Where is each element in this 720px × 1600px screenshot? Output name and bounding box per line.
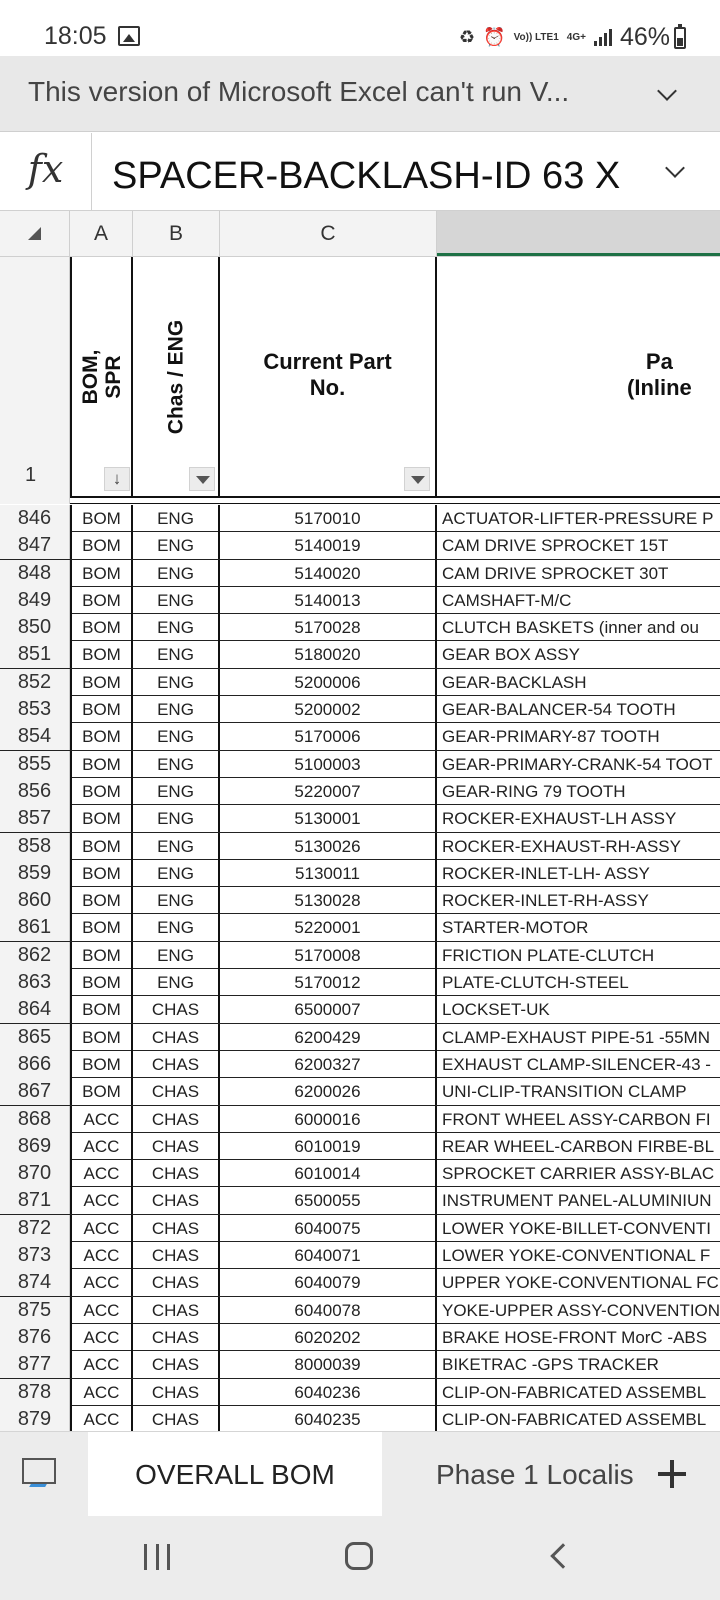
cell-a[interactable]: BOM <box>70 996 133 1023</box>
cell-b[interactable]: ENG <box>133 560 220 587</box>
sort-arrow-icon[interactable]: ↓ <box>104 467 130 491</box>
cell-a[interactable]: BOM <box>70 696 133 723</box>
cell-b[interactable]: ENG <box>133 669 220 696</box>
battery-icon <box>674 27 686 49</box>
cell-a[interactable]: BOM <box>70 1078 133 1105</box>
cell-d[interactable]: STARTER-MOTOR <box>442 918 589 938</box>
cell-b[interactable]: CHAS <box>133 996 220 1023</box>
cell-a[interactable]: BOM <box>70 887 133 914</box>
cell-a[interactable]: ACC <box>70 1351 133 1378</box>
table-row <box>0 1078 720 1105</box>
cell-a[interactable]: ACC <box>70 1406 133 1431</box>
row-header[interactable]: 862 <box>0 942 70 969</box>
table-row <box>0 1406 720 1431</box>
table-row <box>0 751 720 778</box>
cell-a[interactable]: BOM <box>70 587 133 614</box>
cell-c[interactable]: 5220007 <box>220 778 437 805</box>
header-part-name: Pa (Inline <box>627 349 692 400</box>
table-row <box>0 1269 720 1296</box>
row-header[interactable]: 868 <box>0 1106 70 1133</box>
alarm-icon: ⏰ <box>483 27 506 47</box>
row-header[interactable]: 875 <box>0 1297 70 1324</box>
cell-b[interactable]: ENG <box>133 587 220 614</box>
cell-b[interactable]: ENG <box>133 887 220 914</box>
cell-d[interactable]: YOKE-UPPER ASSY-CONVENTION <box>442 1300 720 1320</box>
cell-d[interactable]: CAM DRIVE SPROCKET 15T <box>442 536 669 556</box>
cell-c[interactable]: 6040236 <box>220 1379 437 1406</box>
table-row <box>0 1160 720 1187</box>
row-header[interactable]: 870 <box>0 1160 70 1187</box>
row-number: 1 <box>24 464 37 486</box>
cell-b[interactable]: ENG <box>133 641 220 668</box>
table-row <box>0 778 720 805</box>
column-header-c[interactable]: C <box>220 211 437 256</box>
cell-c[interactable]: 5140019 <box>220 532 437 559</box>
cell-d[interactable]: INSTRUMENT PANEL-ALUMINIUN <box>442 1191 712 1211</box>
cell-c[interactable]: 5220001 <box>220 914 437 941</box>
row-header-1[interactable] <box>0 257 70 497</box>
cell-c[interactable]: 5140013 <box>220 587 437 614</box>
status-time: 18:05 <box>44 22 107 50</box>
cell-c[interactable]: 5170010 <box>220 505 437 532</box>
cell-c[interactable]: 5130026 <box>220 833 437 860</box>
table-row <box>0 696 720 723</box>
row-header[interactable]: 878 <box>0 1379 70 1406</box>
header-cell-a[interactable] <box>70 257 133 497</box>
data-grid <box>0 505 720 1431</box>
cell-d[interactable]: CLIP-ON-FABRICATED ASSEMBL <box>442 1409 707 1429</box>
cell-c[interactable]: 5170028 <box>220 614 437 641</box>
cell-a[interactable]: BOM <box>70 833 133 860</box>
row-header[interactable]: 850 <box>0 614 70 641</box>
cell-d[interactable]: GEAR-PRIMARY-87 TOOTH <box>442 727 660 747</box>
cell-d[interactable]: GEAR-RING 79 TOOTH <box>442 781 626 801</box>
cell-d[interactable]: REAR WHEEL-CARBON FIRBE-BL <box>442 1136 715 1156</box>
row-header[interactable]: 873 <box>0 1242 70 1269</box>
cell-a[interactable]: BOM <box>70 505 133 532</box>
cell-a[interactable]: BOM <box>70 1024 133 1051</box>
cell-a[interactable]: BOM <box>70 723 133 750</box>
cell-a[interactable]: ACC <box>70 1215 133 1242</box>
cell-d[interactable]: FRONT WHEEL ASSY-CARBON FI <box>442 1109 711 1129</box>
header-row <box>0 257 720 497</box>
cell-d[interactable]: LOCKSET-UK <box>442 1000 550 1020</box>
table-row <box>0 669 720 696</box>
row-header[interactable]: 879 <box>0 1406 70 1431</box>
back-icon[interactable] <box>550 1543 575 1568</box>
home-icon[interactable] <box>345 1542 373 1570</box>
cell-c[interactable]: 6000016 <box>220 1106 437 1133</box>
battery-percent: 46% <box>619 22 670 51</box>
table-row <box>0 614 720 641</box>
table-row <box>0 560 720 587</box>
cell-a[interactable]: BOM <box>70 669 133 696</box>
cell-b[interactable]: ENG <box>133 942 220 969</box>
cell-b[interactable]: CHAS <box>133 1215 220 1242</box>
table-row <box>0 969 720 996</box>
tab-overall-bom[interactable]: OVERALL BOM <box>88 1432 382 1517</box>
formula-expand-button[interactable] <box>668 161 688 181</box>
row-header[interactable]: 855 <box>0 751 70 778</box>
notice-text: This version of Microsoft Excel can't run V... <box>28 76 570 107</box>
frozen-pane-divider-gutter <box>0 496 70 504</box>
column-header-d-selected[interactable] <box>437 211 720 256</box>
table-row <box>0 914 720 941</box>
battery-saver-icon: ♻ <box>459 27 476 47</box>
header-current-part-no: Current Part No. <box>263 349 392 400</box>
cell-d[interactable]: CAMSHAFT-M/C <box>442 590 572 610</box>
cell-d[interactable]: GEAR-BACKLASH <box>442 672 587 692</box>
row-header[interactable]: 865 <box>0 1024 70 1051</box>
cell-b[interactable]: CHAS <box>133 1133 220 1160</box>
cell-a[interactable]: BOM <box>70 914 133 941</box>
cell-d[interactable]: CAM DRIVE SPROCKET 30T <box>442 563 669 583</box>
cell-a[interactable]: ACC <box>70 1160 133 1187</box>
cell-c[interactable]: 5170008 <box>220 942 437 969</box>
cell-b[interactable]: CHAS <box>133 1078 220 1105</box>
cell-b[interactable]: CHAS <box>133 1242 220 1269</box>
cell-c[interactable]: 6200429 <box>220 1024 437 1051</box>
table-row <box>0 996 720 1023</box>
cell-d[interactable]: PLATE-CLUTCH-STEEL <box>442 973 629 993</box>
row-header[interactable]: 859 <box>0 860 70 887</box>
header-chas-eng: Chas / ENG <box>164 319 187 435</box>
chevron-down-icon <box>665 158 685 178</box>
cell-c[interactable]: 6500007 <box>220 996 437 1023</box>
cell-a[interactable]: BOM <box>70 942 133 969</box>
header-cell-b[interactable] <box>133 257 220 497</box>
row-header[interactable]: 853 <box>0 696 70 723</box>
table-row <box>0 1133 720 1160</box>
cell-c[interactable]: 5130028 <box>220 887 437 914</box>
cell-b[interactable]: CHAS <box>133 1406 220 1431</box>
column-header-b[interactable]: B <box>133 211 220 256</box>
cell-a[interactable]: ACC <box>70 1269 133 1296</box>
table-row <box>0 1297 720 1324</box>
cell-d[interactable]: LOWER YOKE-BILLET-CONVENTI <box>442 1218 711 1238</box>
table-row <box>0 1051 720 1078</box>
add-sheet-icon[interactable] <box>656 1458 688 1490</box>
chevron-down-icon <box>657 81 677 101</box>
row-header[interactable]: 857 <box>0 805 70 832</box>
cell-c[interactable]: 5200002 <box>220 696 437 723</box>
tab-phase-1-localis[interactable]: Phase 1 Localis <box>436 1459 634 1490</box>
cell-b[interactable]: CHAS <box>133 1324 220 1351</box>
column-header-a[interactable]: A <box>70 211 133 256</box>
frozen-pane-divider <box>0 496 720 504</box>
cell-a[interactable]: BOM <box>70 641 133 668</box>
cell-b[interactable]: ENG <box>133 860 220 887</box>
table-row <box>0 723 720 750</box>
notice-expand-button[interactable] <box>660 84 680 104</box>
gallery-icon <box>118 26 140 46</box>
cell-c[interactable]: 6040071 <box>220 1242 437 1269</box>
row-header[interactable]: 871 <box>0 1187 70 1214</box>
cell-d[interactable]: ROCKER-INLET-RH-ASSY <box>442 891 649 911</box>
cell-d[interactable]: ROCKER-INLET-LH- ASSY <box>442 863 650 883</box>
signal-icon <box>594 28 612 46</box>
cell-c[interactable]: 5140020 <box>220 560 437 587</box>
formula-bar <box>0 133 720 211</box>
row-header[interactable]: 872 <box>0 1215 70 1242</box>
cell-d[interactable]: SPROCKET CARRIER ASSY-BLAC <box>442 1164 715 1184</box>
row-header[interactable]: 861 <box>0 914 70 941</box>
cell-c[interactable]: 6200026 <box>220 1078 437 1105</box>
cell-c[interactable]: 6010019 <box>220 1133 437 1160</box>
table-row <box>0 1351 720 1378</box>
table-row <box>0 887 720 914</box>
cell-c[interactable]: 6040079 <box>220 1269 437 1296</box>
cell-c[interactable]: 5130001 <box>220 805 437 832</box>
navigation-bar <box>0 1516 720 1600</box>
cell-d[interactable]: ROCKER-EXHAUST-LH ASSY <box>442 809 677 829</box>
sheet-tabs <box>0 1431 720 1516</box>
row-header[interactable]: 847 <box>0 532 70 559</box>
cell-c[interactable]: 6020202 <box>220 1324 437 1351</box>
table-row <box>0 641 720 668</box>
status-icons <box>459 22 670 52</box>
row-header[interactable]: 852 <box>0 669 70 696</box>
formula-input[interactable]: SPACER-BACKLASH-ID 63 X <box>112 155 621 197</box>
cell-a[interactable]: ACC <box>70 1187 133 1214</box>
table-row <box>0 860 720 887</box>
cell-c[interactable]: 5180020 <box>220 641 437 668</box>
cell-d[interactable]: ACTUATOR-LIFTER-PRESSURE P <box>442 509 714 528</box>
4g-icon: 4G+ <box>566 31 586 43</box>
cell-b[interactable]: CHAS <box>133 1351 220 1378</box>
row-header[interactable]: 856 <box>0 778 70 805</box>
table-row <box>0 1379 720 1406</box>
fx-icon[interactable]: fx <box>0 133 92 211</box>
cell-d[interactable]: GEAR BOX ASSY <box>442 645 580 665</box>
cell-a[interactable]: BOM <box>70 614 133 641</box>
table-row <box>0 1215 720 1242</box>
table-row <box>0 1324 720 1351</box>
cell-a[interactable]: ACC <box>70 1106 133 1133</box>
cell-b[interactable]: ENG <box>133 805 220 832</box>
cell-c[interactable]: 6040078 <box>220 1297 437 1324</box>
cell-d[interactable]: GEAR-BALANCER-54 TOOTH <box>442 700 676 720</box>
cell-a[interactable]: BOM <box>70 969 133 996</box>
table-row <box>0 505 720 532</box>
cell-d[interactable]: FRICTION PLATE-CLUTCH <box>442 945 655 965</box>
table-row <box>0 1242 720 1269</box>
row-header[interactable]: 858 <box>0 833 70 860</box>
cell-b[interactable]: CHAS <box>133 1160 220 1187</box>
cell-c[interactable]: 6040075 <box>220 1215 437 1242</box>
cell-a[interactable]: BOM <box>70 805 133 832</box>
cell-a[interactable]: ACC <box>70 1242 133 1269</box>
cell-d[interactable]: ROCKER-EXHAUST-RH-ASSY <box>442 836 681 856</box>
row-header[interactable]: 846 <box>0 505 70 532</box>
cell-b[interactable]: ENG <box>133 969 220 996</box>
row-header[interactable]: 848 <box>0 560 70 587</box>
cell-c[interactable]: 5130011 <box>220 860 437 887</box>
cell-a[interactable]: ACC <box>70 1379 133 1406</box>
header-bom-spr: BOM, SPR <box>78 349 125 405</box>
row-header[interactable]: 860 <box>0 887 70 914</box>
row-header[interactable]: 849 <box>0 587 70 614</box>
row-header[interactable]: 867 <box>0 1078 70 1105</box>
cell-c[interactable]: 6500055 <box>220 1187 437 1214</box>
cell-d[interactable]: LOWER YOKE-CONVENTIONAL F <box>442 1246 711 1266</box>
cell-c[interactable]: 6010014 <box>220 1160 437 1187</box>
column-headers <box>0 211 720 257</box>
cell-b[interactable]: ENG <box>133 723 220 750</box>
compatibility-notice[interactable] <box>0 56 720 132</box>
table-row <box>0 1187 720 1214</box>
cell-c[interactable]: 5100003 <box>220 751 437 778</box>
cell-d[interactable]: GEAR-PRIMARY-CRANK-54 TOOT <box>442 754 713 774</box>
cell-b[interactable]: ENG <box>133 778 220 805</box>
cell-b[interactable]: ENG <box>133 696 220 723</box>
cell-d[interactable]: BIKETRAC -GPS TRACKER <box>442 1355 659 1375</box>
table-row <box>0 1106 720 1133</box>
header-cell-c[interactable] <box>220 257 437 497</box>
cell-d[interactable]: CLUTCH BASKETS (inner and ou <box>442 618 699 638</box>
row-header[interactable]: 869 <box>0 1133 70 1160</box>
cell-a[interactable]: ACC <box>70 1324 133 1351</box>
row-header[interactable]: 866 <box>0 1051 70 1078</box>
row-header[interactable]: 863 <box>0 969 70 996</box>
table-row <box>0 532 720 559</box>
cell-b[interactable]: CHAS <box>133 1297 220 1324</box>
cell-a[interactable]: BOM <box>70 532 133 559</box>
row-header[interactable]: 877 <box>0 1351 70 1378</box>
cell-a[interactable]: BOM <box>70 751 133 778</box>
recent-apps-icon[interactable] <box>144 1544 170 1570</box>
table-row <box>0 833 720 860</box>
cell-b[interactable]: ENG <box>133 505 220 532</box>
cell-c[interactable]: 6040235 <box>220 1406 437 1431</box>
cell-b[interactable]: CHAS <box>133 1187 220 1214</box>
cell-c[interactable]: 8000039 <box>220 1351 437 1378</box>
cell-b[interactable]: CHAS <box>133 1379 220 1406</box>
cell-b[interactable]: ENG <box>133 532 220 559</box>
row-header[interactable]: 854 <box>0 723 70 750</box>
filter-dropdown-icon[interactable] <box>189 467 215 491</box>
cell-a[interactable]: BOM <box>70 1051 133 1078</box>
cell-d[interactable]: CLIP-ON-FABRICATED ASSEMBL <box>442 1382 707 1402</box>
row-header[interactable]: 876 <box>0 1324 70 1351</box>
row-header[interactable]: 851 <box>0 641 70 668</box>
filter-dropdown-icon[interactable] <box>404 467 430 491</box>
cell-a[interactable]: ACC <box>70 1297 133 1324</box>
header-cell-d[interactable] <box>437 257 720 497</box>
cell-c[interactable]: 5170012 <box>220 969 437 996</box>
cell-a[interactable]: BOM <box>70 860 133 887</box>
cell-b[interactable]: CHAS <box>133 1051 220 1078</box>
cell-d[interactable]: UPPER YOKE-CONVENTIONAL FC <box>442 1273 719 1293</box>
cell-d[interactable]: UNI-CLIP-TRANSITION CLAMP <box>442 1082 687 1102</box>
cell-d[interactable]: BRAKE HOSE-FRONT MorC -ABS <box>442 1327 708 1347</box>
cell-b[interactable]: ENG <box>133 614 220 641</box>
cell-b[interactable]: ENG <box>133 751 220 778</box>
cell-c[interactable]: 5200006 <box>220 669 437 696</box>
select-all-button[interactable] <box>0 211 70 256</box>
cell-b[interactable]: CHAS <box>133 1269 220 1296</box>
cell-a[interactable]: ACC <box>70 1133 133 1160</box>
cell-a[interactable]: BOM <box>70 560 133 587</box>
cell-b[interactable]: ENG <box>133 914 220 941</box>
cell-c[interactable]: 6200327 <box>220 1051 437 1078</box>
row-header[interactable]: 874 <box>0 1269 70 1296</box>
cell-c[interactable]: 5170006 <box>220 723 437 750</box>
table-row <box>0 1024 720 1051</box>
cell-a[interactable]: BOM <box>70 778 133 805</box>
volte-icon: Vo)) LTE1 <box>513 31 559 43</box>
table-row <box>0 942 720 969</box>
cell-d[interactable]: CLAMP-EXHAUST PIPE-51 -55MN <box>442 1027 710 1047</box>
table-row <box>0 587 720 614</box>
cell-d[interactable]: EXHAUST CLAMP-SILENCER-43 - <box>442 1054 711 1074</box>
cell-b[interactable]: ENG <box>133 833 220 860</box>
table-row <box>0 805 720 832</box>
cell-b[interactable]: CHAS <box>133 1106 220 1133</box>
cell-b[interactable]: CHAS <box>133 1024 220 1051</box>
sheet-view-icon[interactable] <box>22 1458 58 1490</box>
row-header[interactable]: 864 <box>0 996 70 1023</box>
status-bar <box>0 0 720 56</box>
